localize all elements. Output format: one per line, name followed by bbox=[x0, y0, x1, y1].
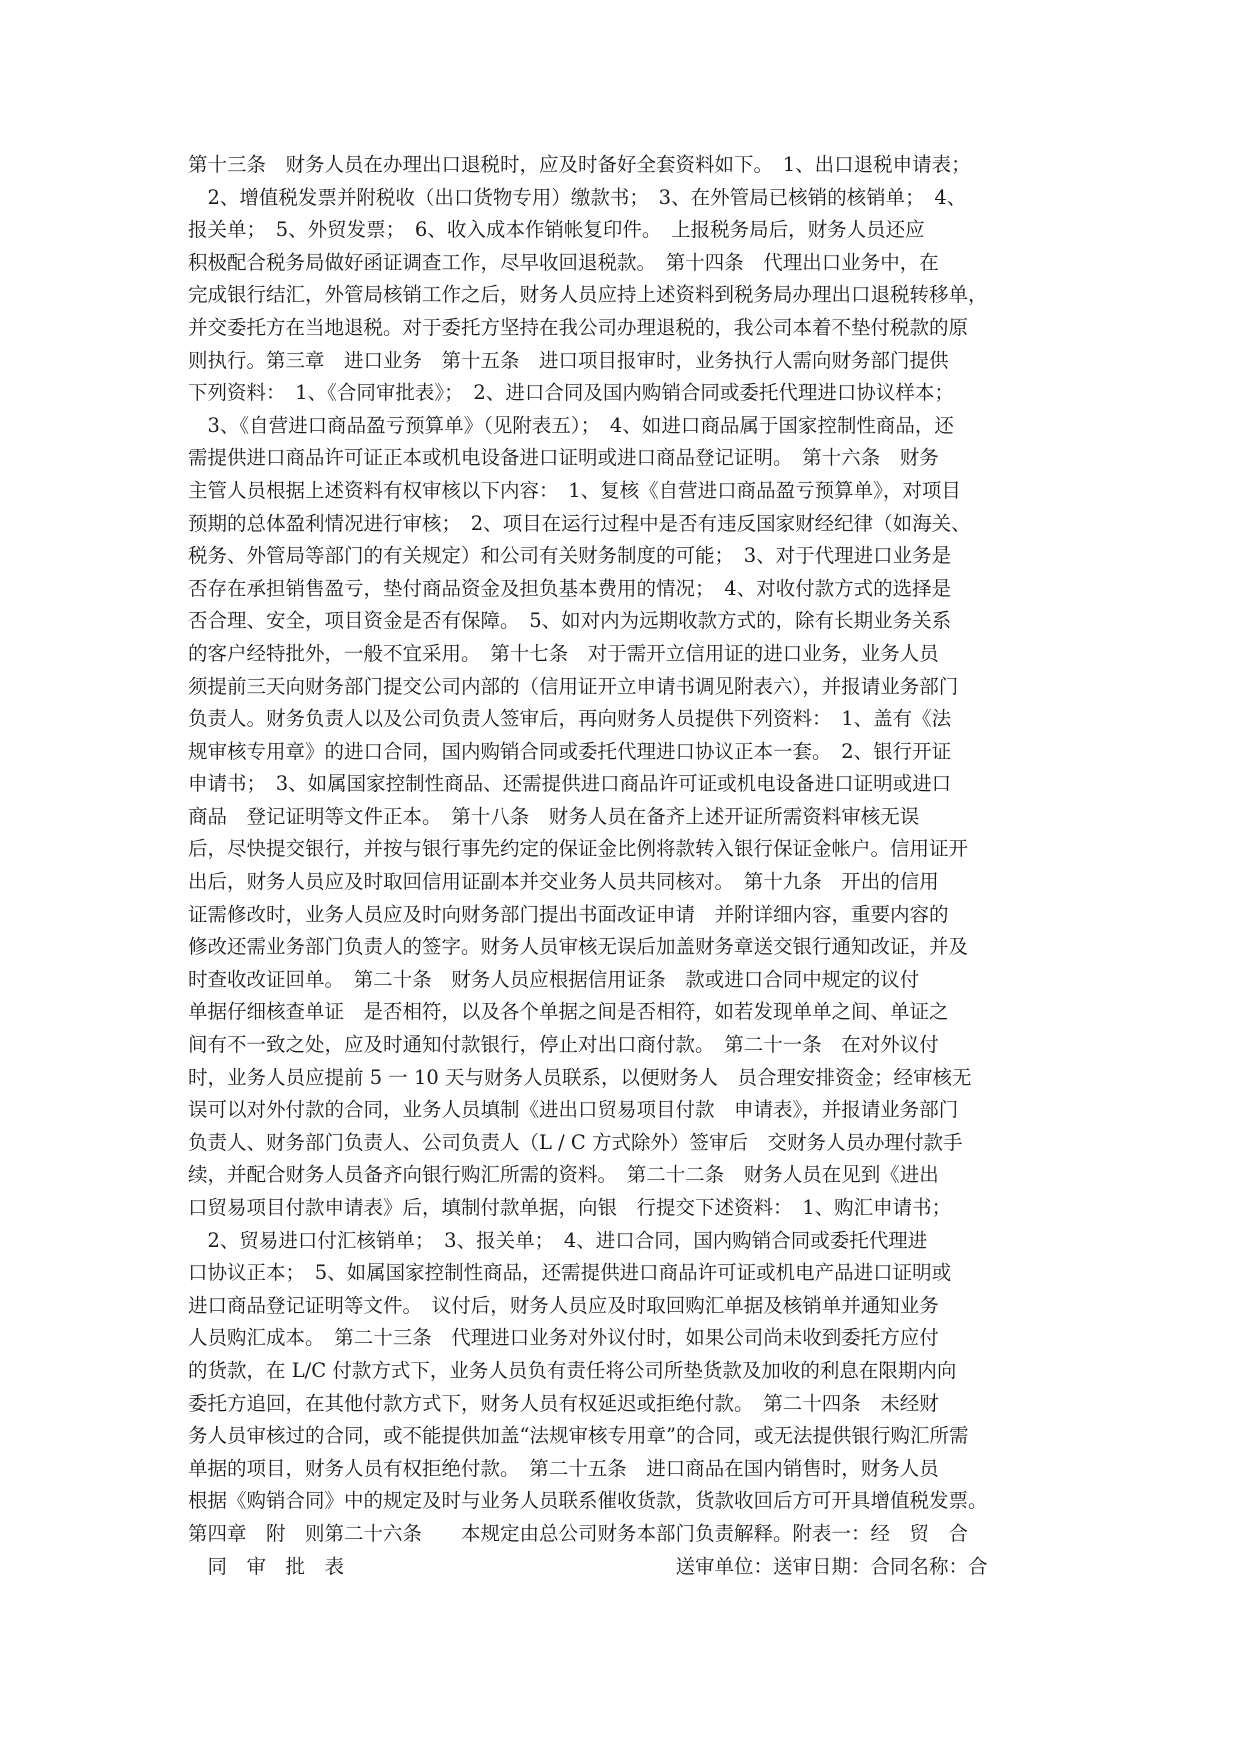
text-line: 3、《自营进口商品盈亏预算单》（见附表五）； 4、如进口商品属于国家控制性商品，还 bbox=[188, 413, 954, 437]
text-line: 时查收改证回单。 第二十条 财务人员应根据信用证条 款或进口合同中规定的议付 bbox=[188, 967, 920, 991]
text-line: 单据的项目，财务人员有权拒绝付款。 第二十五条 进口商品在国内销售时，财务人员 bbox=[188, 1456, 939, 1480]
text-line: 报关单； 5、外贸发票； 6、收入成本作销帐复印件。 上报税务局后，财务人员还应 bbox=[188, 218, 925, 242]
text-line: 第四章 附 则第二十六条 本规定由总公司财务本部门负责解释。附表一：经 贸 合 bbox=[188, 1521, 969, 1545]
text-line: 须提前三天向财务部门提交公司内部的（信用证开立申请书调见附表六），并报请业务部门 bbox=[188, 674, 959, 698]
text-line: 否合理、安全，项目资金是否有保障。 5、如对内为远期收款方式的，除有长期业务关系 bbox=[188, 609, 952, 633]
text-line: 的货款，在 L/C 付款方式下，业务人员负有责任将公司所垫货款及加收的利息在限期内向 bbox=[188, 1358, 957, 1382]
text-line: 负责人、财务部门负责人、公司负责人（L / C 方式除外）签审后 交财务人员办理付款手 bbox=[188, 1130, 963, 1154]
text-line: 需提供进口商品许可证正本或机电设备进口证明或进口商品登记证明。 第十六条 财务 bbox=[188, 446, 939, 470]
text-line: 第十三条 财务人员在办理出口退税时，应及时备好全套资料如下。 1、出口退税申请表； bbox=[188, 153, 971, 176]
text-line: 完成银行结汇，外管局核销工作之后，财务人员应持上述资料到税务局办理出口退税转移单， bbox=[188, 283, 988, 307]
text-line: 委托方追回，在其他付款方式下，财务人员有权延迟或拒绝付款。 第二十四条 未经财 bbox=[188, 1391, 939, 1415]
text-line: 务人员审核过的合同，或不能提供加盖“法规审核专用章”的合同，或无法提供银行购汇所需 bbox=[188, 1424, 969, 1448]
text-line: 2、贸易进口付汇核销单； 3、报关单； 4、进口合同，国内购销合同或委托代理进 bbox=[188, 1228, 928, 1252]
text-line: 商品 登记证明等文件正本。 第十八条 财务人员在备齐上述开证所需资料审核无误 bbox=[188, 804, 920, 828]
text-line: 单据仔细核查单证 是否相符，以及各个单据之间是否相符，如若发现单单之间、单证之 bbox=[188, 1000, 949, 1024]
text-line: 税务、外管局等部门的有关规定）和公司有关财务制度的可能； 3、对于代理进口业务是 bbox=[188, 544, 952, 568]
document-body-text bbox=[188, 149, 1055, 1583]
text-line: 口贸易项目付款申请表》后，填制付款单据，向银 行提交下述资料： 1、购汇申请书； bbox=[188, 1196, 952, 1219]
text-line: 主管人员根据上述资料有权审核以下内容： 1、复核《自营进口商品盈亏预算单》，对项目 bbox=[188, 478, 961, 502]
text-line: 2、增值税发票并附税收（出口货物专用）缴款书； 3、在外管局已核销的核销单； 4、 bbox=[188, 185, 967, 209]
text-line: 证需修改时，业务人员应及时向财务部门提出书面改证申请 并附详细内容，重要内容的 bbox=[188, 902, 949, 926]
text-line: 预期的总体盈利情况进行审核； 2、项目在运行过程中是否有违反国家财经纪律（如海关、 bbox=[188, 511, 971, 535]
text-line: 则执行。第三章 进口业务 第十五条 进口项目报审时，业务执行人需向财务部门提供 bbox=[188, 348, 949, 372]
text-line: 时，业务人员应提前 5 一 10 天与财务人员联系，以便财务人 员合理安排资金；经审核无 bbox=[188, 1065, 972, 1089]
text-line: 申请书； 3、如属国家控制性商品、还需提供进口商品许可证或机电设备进口证明或进口 bbox=[188, 772, 952, 796]
text-line: 修改还需业务部门负责人的签字。财务人员审核无误后加盖财务章送交银行通知改证，并及 bbox=[188, 935, 969, 959]
text-line: 的客户经特批外，一般不宜采用。 第十七条 对于需开立信用证的进口业务，业务人员 bbox=[188, 641, 939, 665]
text-line: 否存在承担销售盈亏，垫付商品资金及担负基本费用的情况； 4、对收付款方式的选择是 bbox=[188, 576, 952, 600]
text-line: 后，尽快提交银行，并按与银行事先约定的保证金比例将款转入银行保证金帐户。信用证开 bbox=[188, 837, 969, 861]
text-line: 进口商品登记证明等文件。 议付后，财务人员应及时取回购汇单据及核销单并通知业务 bbox=[188, 1293, 939, 1317]
text-line: 规审核专用章》的进口合同，国内购销合同或委托代理进口协议正本一套。 2、银行开证 bbox=[188, 739, 952, 763]
text-line: 人员购汇成本。 第二十三条 代理进口业务对外议付时，如果公司尚未收到委托方应付 bbox=[188, 1326, 939, 1350]
text-line: 下列资料： 1、《合同审批表》； 2、进口合同及国内购销合同或委托代理进口协议样本； bbox=[188, 381, 954, 405]
text-line: 根据《购销合同》中的规定及时与业务人员联系催收货款，货款收回后方可开具增值税发票。 bbox=[188, 1489, 988, 1513]
text-line: 出后，财务人员应及时取回信用证副本并交业务人员共同核对。 第十九条 开出的信用 bbox=[188, 870, 939, 894]
text-line: 口协议正本； 5、如属国家控制性商品，还需提供进口商品许可证或机电产品进口证明或 bbox=[188, 1261, 952, 1285]
text-line: 误可以对外付款的合同，业务人员填制《进出口贸易项目付款 申请表》，并报请业务部门 bbox=[188, 1098, 959, 1122]
text-line: 间有不一致之处，应及时通知付款银行，停止对出口商付款。 第二十一条 在对外议付 bbox=[188, 1033, 939, 1057]
text-line: 并交委托方在当地退税。对于委托方坚持在我公司办理退税的，我公司本着不垫付税款的原 bbox=[188, 315, 969, 339]
text-line: 负责人。财务负责人以及公司负责人签审后，再向财务人员提供下列资料： 1、盖有《法 bbox=[188, 707, 952, 731]
text-line: 同 审 批 表 送审单位：送审日期：合同名称：合 bbox=[188, 1554, 988, 1578]
text-line: 续，并配合财务人员备齐向银行购汇所需的资料。 第二十二条 财务人员在见到《进出 bbox=[188, 1163, 939, 1187]
text-line: 积极配合税务局做好函证调查工作，尽早收回退税款。 第十四条 代理出口业务中，在 bbox=[188, 250, 939, 274]
